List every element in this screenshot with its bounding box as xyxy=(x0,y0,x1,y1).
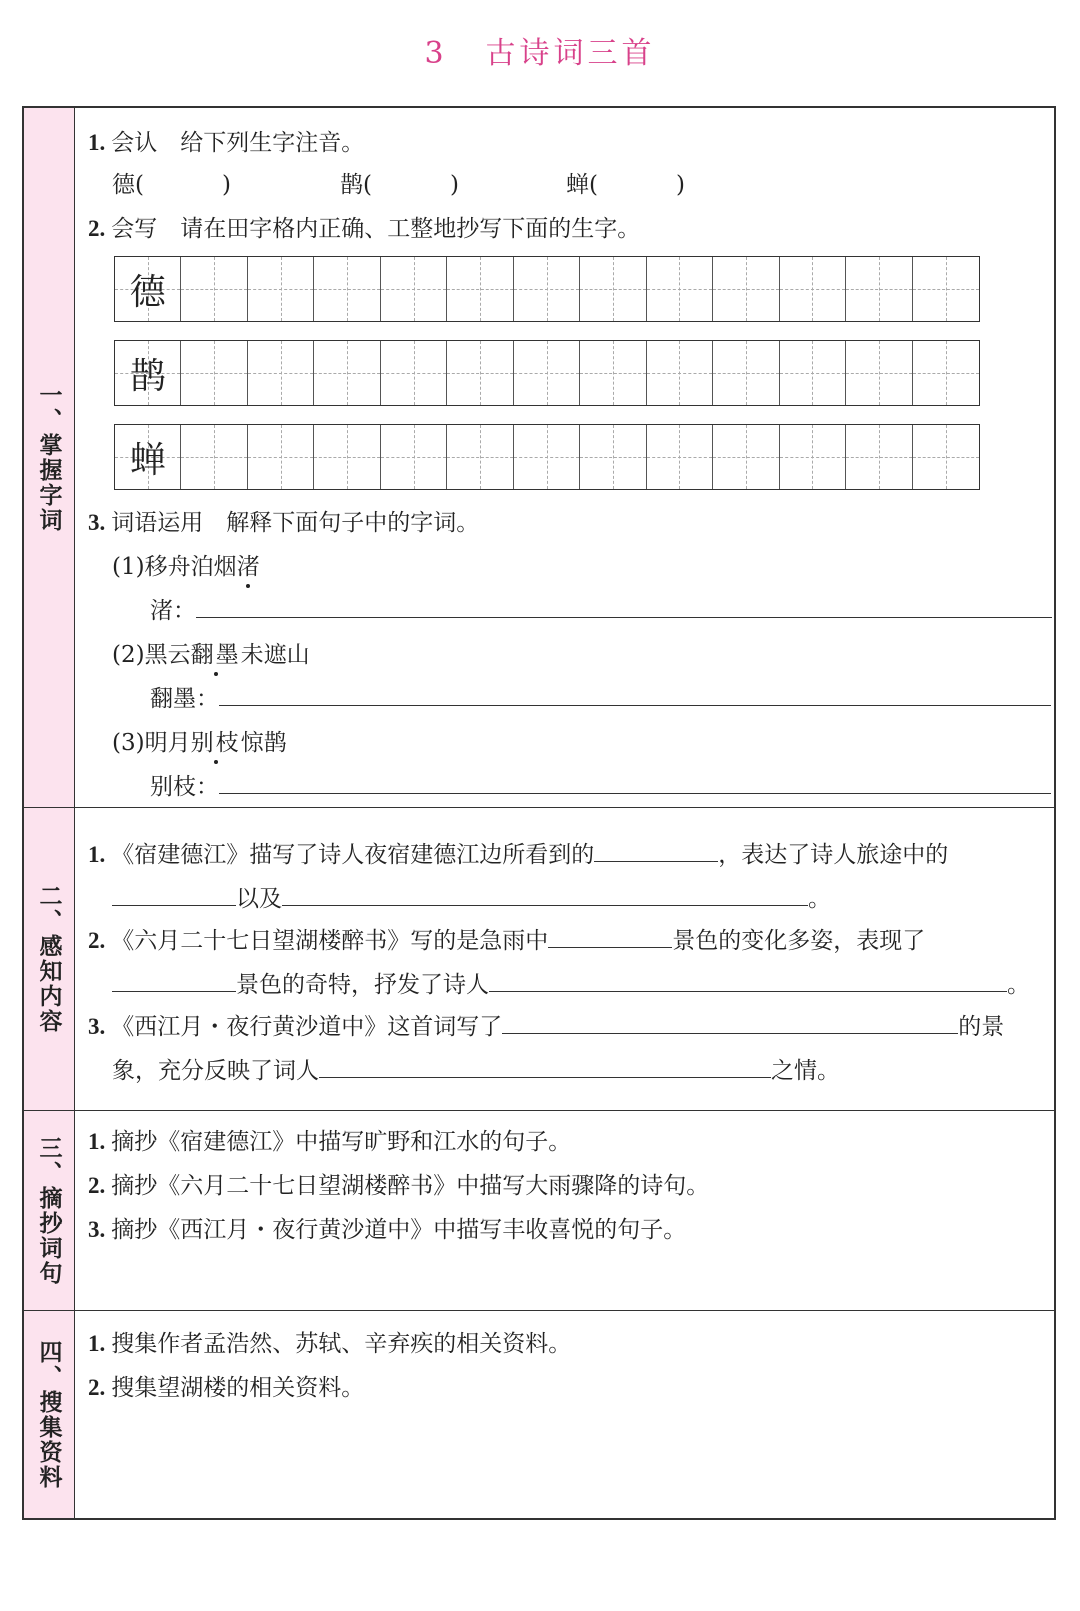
pinyin-item: 鹊( ) xyxy=(340,172,459,198)
question-line: 3. 《西江月・夜行黄沙道中》这首词写了 的景 xyxy=(88,1008,1004,1041)
model-char: 德 xyxy=(129,271,166,313)
question-line: 2. 《六月二十七日望湖楼醉书》写的是急雨中 景色的变化多姿，表现了 xyxy=(88,922,925,955)
section-label-box xyxy=(24,108,75,807)
section-label: 二、感知内容 xyxy=(35,884,63,1034)
section-label: 四、搜集资料 xyxy=(35,1339,63,1490)
answer-line[interactable]: 渚： xyxy=(150,592,1052,625)
section-label-box xyxy=(24,1111,75,1310)
lesson-title: 古诗词三首 xyxy=(485,36,656,71)
question-line: 2. 摘抄《六月二十七日望湖楼醉书》中描写大雨骤降的诗句。 xyxy=(88,1173,710,1199)
section-label-box xyxy=(24,808,75,1110)
sentence-item: (3)明月别枝惊鹊 xyxy=(112,730,287,756)
section-collect-info xyxy=(24,1311,1054,1518)
question-line: 以及 。 xyxy=(112,880,831,913)
worksheet-frame xyxy=(22,106,1056,1520)
section-perceive-content xyxy=(24,808,1054,1111)
section-master-words xyxy=(24,108,1054,808)
question-line: 象，充分反映了词人 之情。 xyxy=(112,1052,840,1085)
page-title xyxy=(0,28,1080,72)
question-line: 1. 会认 给下列生字注音。 xyxy=(88,130,365,156)
sentence-item: (2)黑云翻墨未遮山 xyxy=(112,642,310,668)
question-line: 2. 会写 请在田字格内正确、工整地抄写下面的生字。 xyxy=(88,216,641,242)
section-label: 一、掌握字词 xyxy=(35,382,63,533)
section-label-box xyxy=(24,1311,75,1518)
pinyin-item: 蝉( ) xyxy=(566,172,685,198)
question-line: 3. 摘抄《西江月・夜行黄沙道中》中描写丰收喜悦的句子。 xyxy=(88,1217,687,1243)
pinyin-item: 德( ) xyxy=(112,172,231,198)
answer-line[interactable]: 翻墨： xyxy=(150,680,1051,713)
question-line: 3. 词语运用 解释下面句子中的字词。 xyxy=(88,510,480,536)
sentence-item: (1)移舟泊烟渚 xyxy=(112,554,260,580)
lesson-number: 3 xyxy=(424,36,448,71)
model-char: 蝉 xyxy=(129,439,166,481)
question-line: 1. 《宿建德江》描写了诗人夜宿建德江边所看到的 ，表达了诗人旅途中的 xyxy=(88,836,948,869)
section-excerpt xyxy=(24,1111,1054,1311)
model-char: 鹊 xyxy=(129,355,166,397)
section-label: 三、摘抄词句 xyxy=(35,1135,63,1286)
answer-line[interactable]: 别枝： xyxy=(150,768,1051,801)
question-line: 1. 搜集作者孟浩然、苏轼、辛弃疾的相关资料。 xyxy=(88,1331,572,1357)
question-line: 景色的奇特，抒发了诗人 。 xyxy=(112,966,1030,999)
question-line: 2. 搜集望湖楼的相关资料。 xyxy=(88,1375,365,1401)
question-line: 1. 摘抄《宿建德江》中描写旷野和江水的句子。 xyxy=(88,1129,572,1155)
